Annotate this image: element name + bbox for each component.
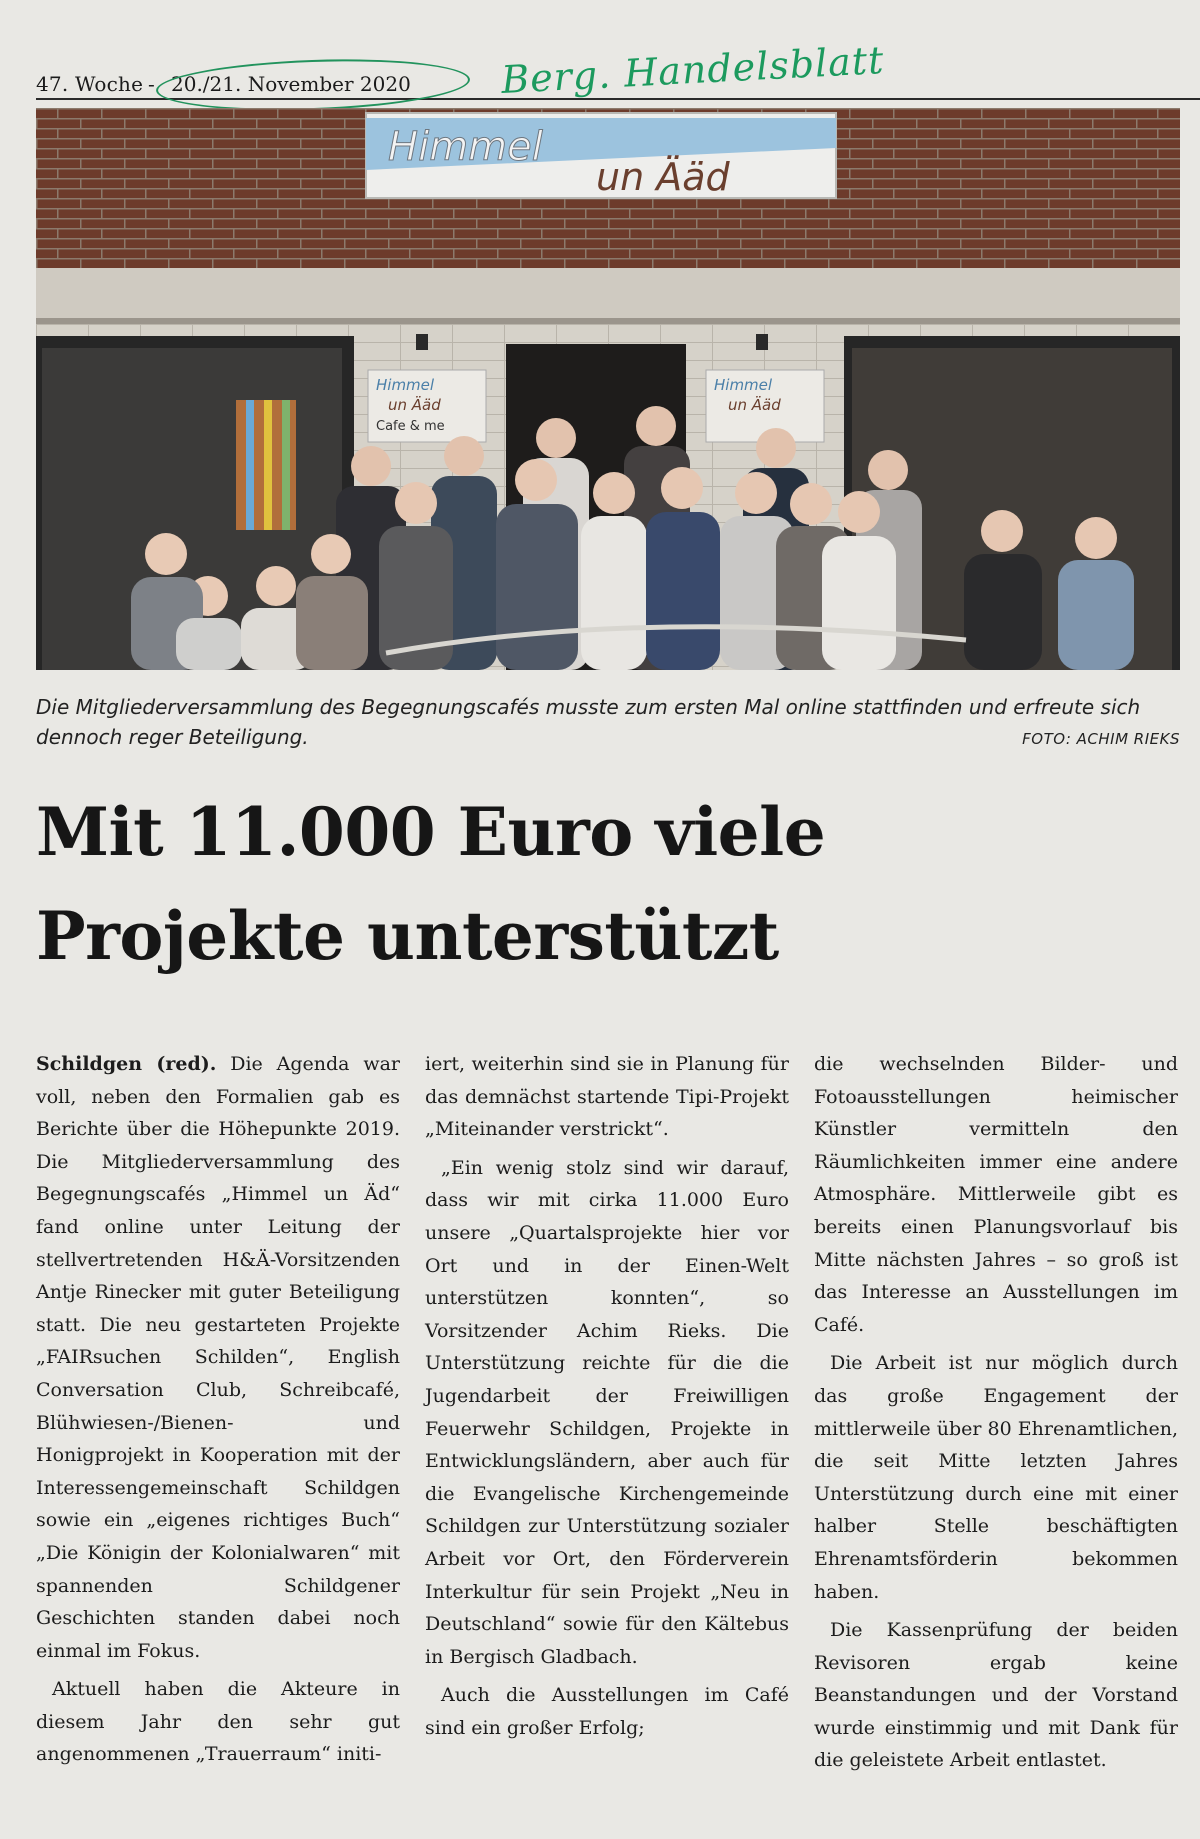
paragraph: Auch die Ausstellungen im Café sind ein großer Erfolg; — [425, 1684, 789, 1739]
article-column-2 — [425, 1048, 789, 1744]
photo-caption: Die Mitgliederversammlung des Begegnungscafés musste zum ersten Mal online stattfinden und erfreute sich dennoch reger Beteiligung. — [36, 695, 1141, 749]
article-column-3 — [814, 1048, 1178, 1777]
paragraph-text: Die Agenda war voll, neben den Formalien gab es Berichte über die Höhepunkte 2019. Die Mitgliederversammlung des Begegnungscafés „Himmel un Äd“ fand online unter Leitung der stellvertretenden H&Ä-Vorsitzenden Antje Rinecker mit guter Beteiligung statt. Die neu gestarteten Projekte „FAIRsuchen Schilden“, English Conversation Club, Schreibcafé, Blühwiesen-/Bienen- und Honigprojekt in Kooperation mit der Interessengemeinschaft Schildgen sowie ein „eigenes richtiges Buch“ „Die Königin der Kolonialwaren“ mit spannenden Schildgener Geschichten standen dabei noch einmal im Fokus. — [36, 1053, 400, 1662]
article-headline — [36, 780, 1180, 988]
headline-line-1: Mit 11.000 Euro viele — [36, 793, 826, 871]
paragraph: Aktuell haben die Akteure in diesem Jahr den sehr gut angenommenen „Trauerraum“ initi- — [36, 1678, 400, 1766]
sign-small-right-line1: Himmel — [714, 376, 773, 394]
sign-small-left-line1: Himmel — [376, 376, 435, 394]
paragraph: Die Kassenprüfung der beiden Revisoren ergab keine Beanstandungen und der Vorstand wurde einstimmig und mit Dank für die geleistete Arbeit entlastet. — [814, 1619, 1178, 1772]
sign-main-line1: Himmel — [388, 124, 543, 170]
sign-small-right-line2: un Ääd — [728, 396, 781, 414]
group-photo — [36, 108, 1180, 670]
article-column-1 — [36, 1048, 400, 1771]
issue-date: 20./21. November 2020 — [171, 72, 411, 96]
paragraph: „Ein wenig stolz sind wir darauf, dass wir mit cirka 11.000 Euro unsere „Quartalsprojekte hier vor Ort und in der Einen-Welt unterstützen konnten“, so Vorsitzender Achim Rieks. Die Unterstützung reichte für die die Jugendarbeit der Freiwilligen Feuerwehr Schildgen, Projekte in Entwicklungsländern, aber auch für die Evangelische Kirchengemeinde Schildgen zur Unterstützung sozialer Arbeit vor Ort, den Förderverein Interkultur für sein Projekt „Neu in Deutschland“ sowie für den Kältebus in Bergisch Gladbach. — [425, 1156, 789, 1668]
dateline: Schildgen (red). — [36, 1053, 217, 1075]
handwritten-note: Berg. Handelsblatt — [500, 37, 886, 103]
handwritten-circle — [155, 55, 471, 116]
paragraph: Die Arbeit ist nur möglich durch das große Engagement der mittlerweile über 80 Ehrenamtlichen, die seit Mitte letzten Jahres Unterstützung durch eine mit einer halber Stelle beschäftigten Ehrenamtsförderin bekommen haben. — [814, 1352, 1178, 1603]
paragraph: iert, weiterhin sind sie in Planung für das demnächst startende Tipi-Projekt „Miteinander verstrickt“. — [425, 1053, 789, 1141]
sign-small-left-line2: un Ääd — [388, 396, 441, 414]
header-separator: - — [148, 72, 155, 96]
photo-credit: FOTO: ACHIM RIEKS — [1022, 730, 1180, 748]
page-header — [36, 37, 1200, 103]
sign-small-left-line3: Cafe & me — [376, 419, 445, 434]
sign-main-line2: un Ääd — [596, 155, 730, 199]
headline-line-2: Projekte unterstützt — [36, 897, 779, 975]
paragraph — [36, 1048, 400, 1667]
article-body — [36, 1048, 1180, 1818]
issue-week: 47. Woche — [36, 72, 144, 96]
paragraph: die wechselnden Bilder- und Fotoausstellungen heimischer Künstler vermitteln den Räumlichkeiten immer eine andere Atmosphäre. Mittlerweile gibt es bereits einen Planungsvorlauf bis Mitte nächsten Jahres – so groß ist das Interesse an Ausstellungen im Café. — [814, 1053, 1178, 1336]
